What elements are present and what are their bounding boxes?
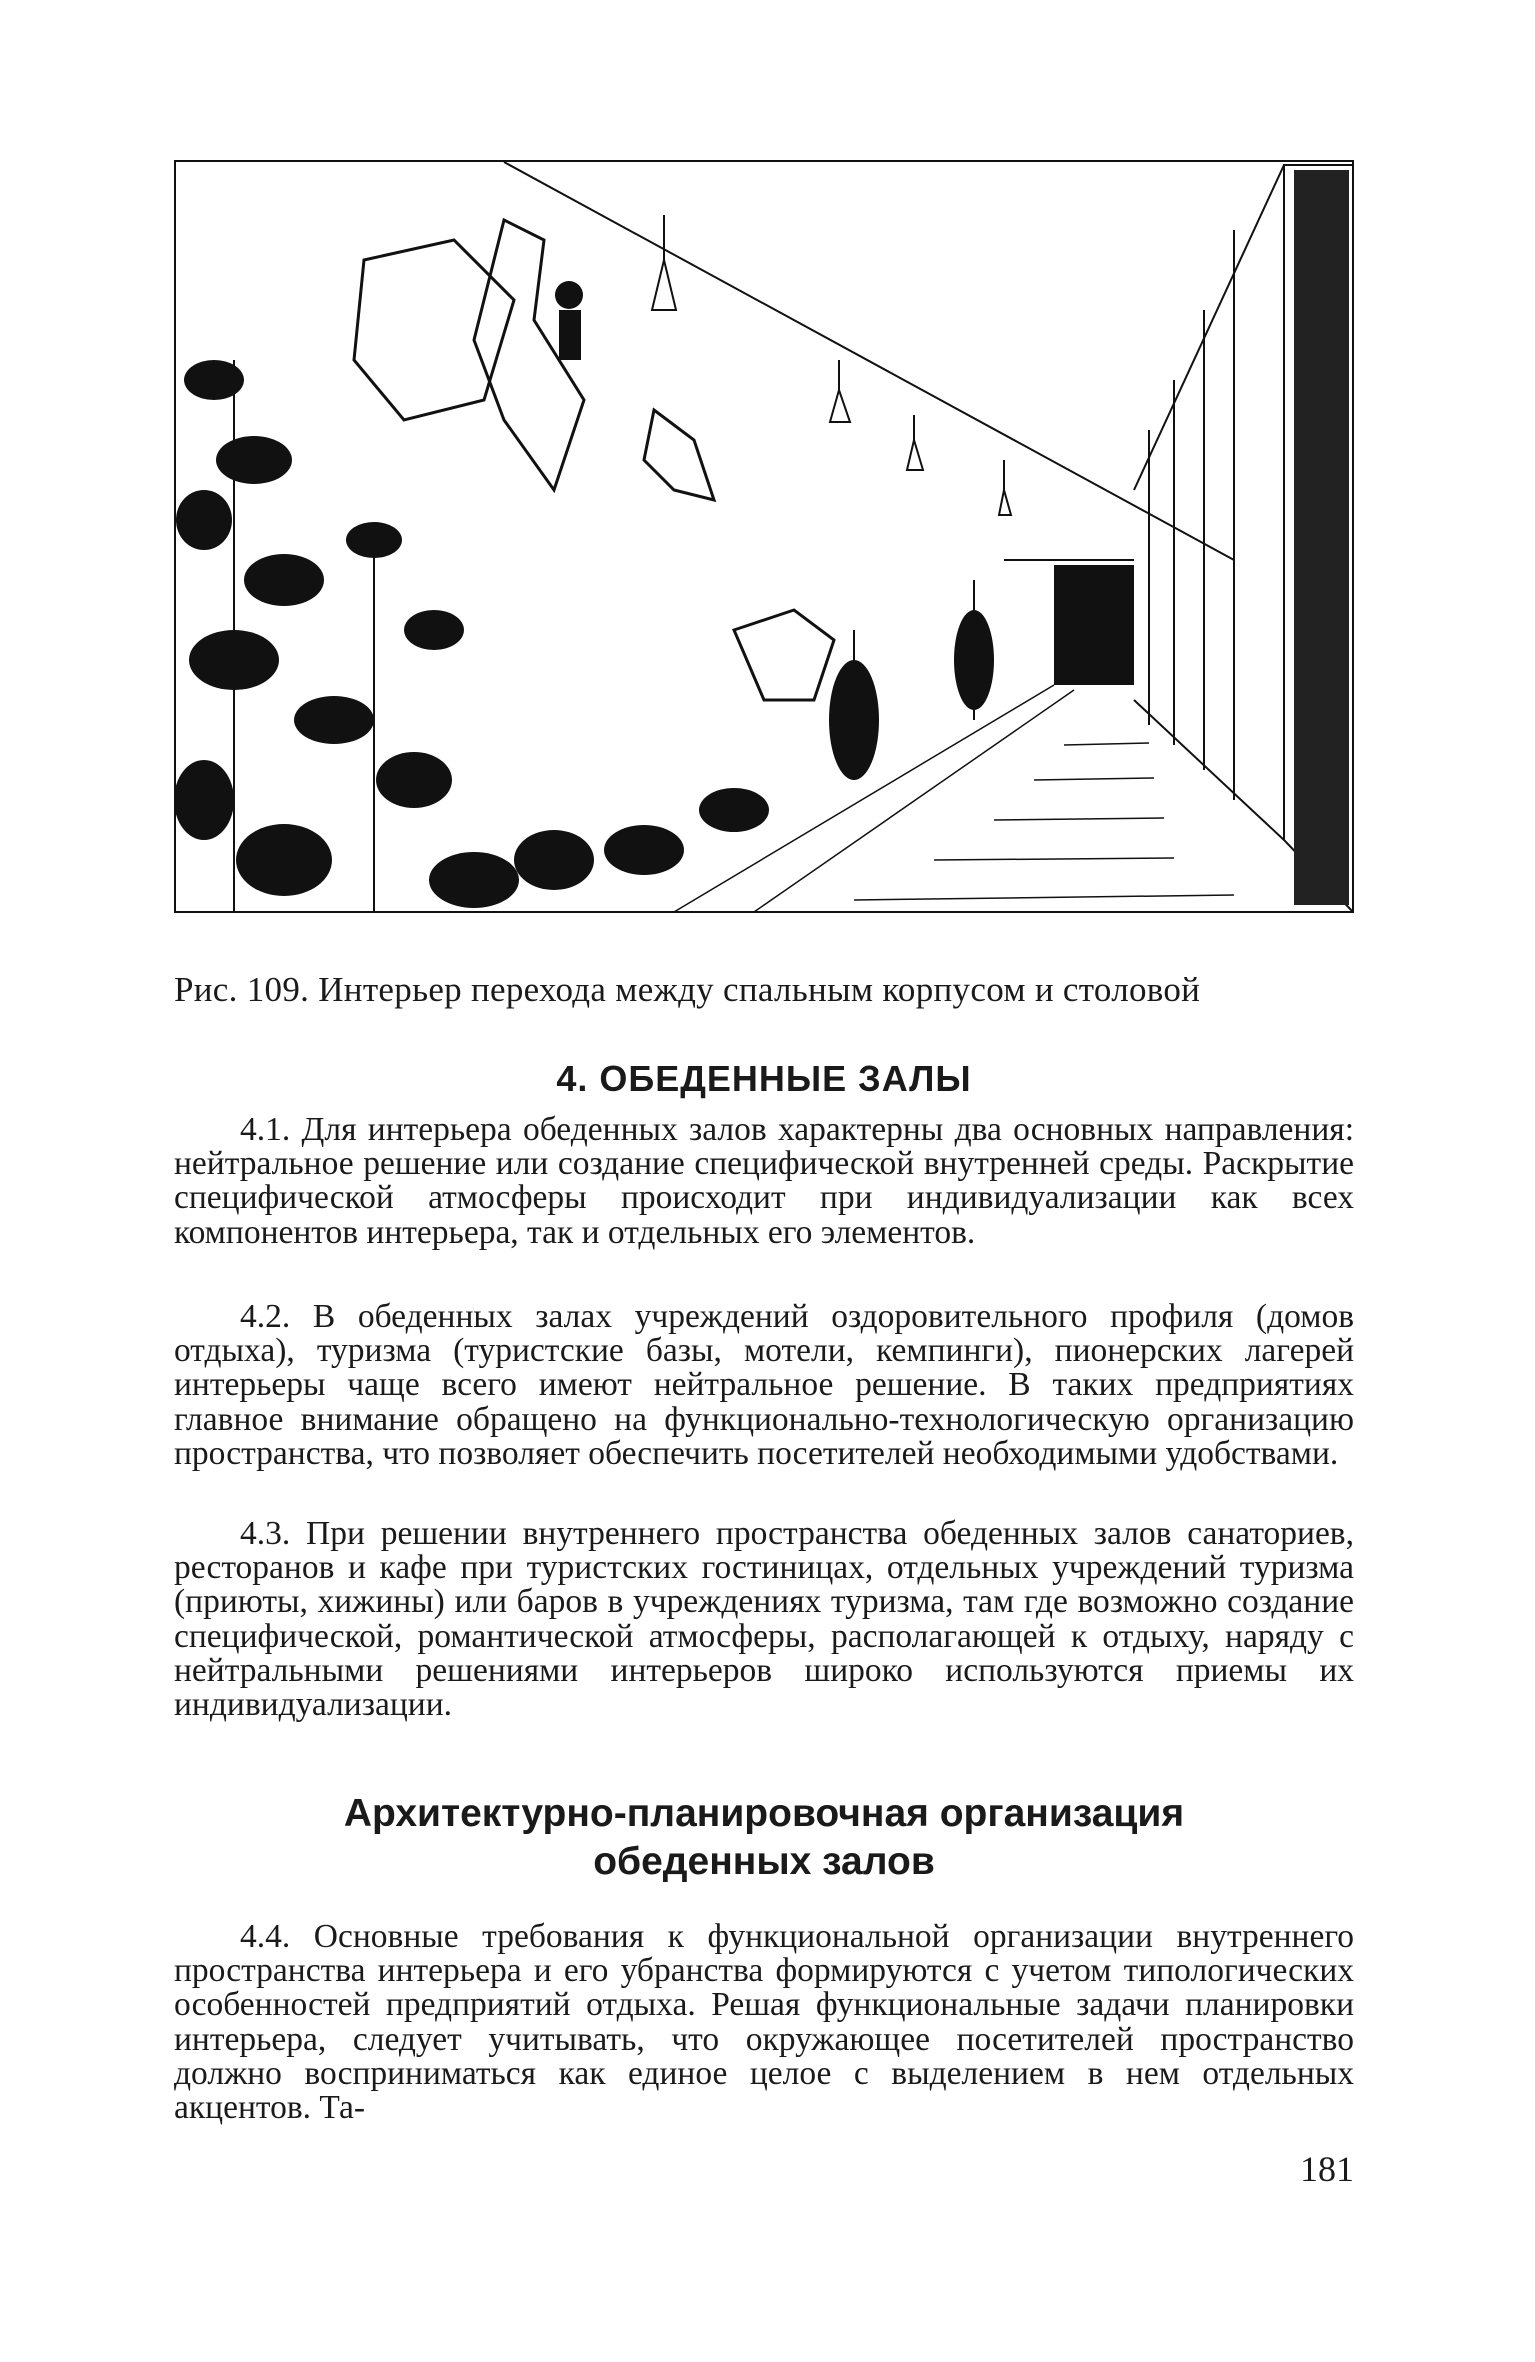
paragraph-number: 4.4. — [240, 1918, 291, 1955]
interior-illustration-icon — [174, 160, 1354, 913]
paragraph-number: 4.2. — [240, 1298, 291, 1335]
figure-illustration — [174, 160, 1354, 913]
paragraph-4-2 — [174, 1300, 1354, 1471]
paragraph-4-4 — [174, 1920, 1354, 2125]
paragraph-text: В обеденных залах учреждений оздоровительного профиля (домов отдыха), туризма (туристские базы, мотели, кемпинги), пионерских лагерей интерьеры чаще всего имеют нейтральное решение. В таких предприятиях главное внимание обращено на функционально-технологическую организацию пространства, что позволяет обеспечить посетителей необходимыми удобствами. — [174, 1298, 1355, 1472]
paragraph-4-1 — [174, 1113, 1354, 1250]
subsection-title-line1: Архитектурно-планировочная организация — [343, 1792, 1185, 1835]
figure-caption: Рис. 109. Интерьер перехода между спальным корпусом и столовой — [174, 970, 1201, 1009]
paragraph-text: При решении внутреннего пространства обеденных залов санаториев, ресторанов и кафе при туристских гостиницах, отдельных учреждений туризма (приюты, хижины) или баров в учреждениях туризма, там где возможно создание специфической, романтической атмосферы, располагающей к отдыху, наряду с нейтральными решениями интерьеров широко используются приемы их индивидуализации. — [174, 1515, 1355, 1724]
subsection-title-line2: обеденных залов — [593, 1840, 935, 1883]
paragraph-4-3 — [174, 1517, 1354, 1722]
paragraph-text: Основные требования к функциональной организации внутреннего пространства интерьера и его убранства формируются с учетом типологических особенностей предприятий отдыха. Решая функциональные задачи планировки интерьера, следует учитывать, что окружающее посетителей пространство должно восприниматься как единое целое с выделением в нем отдельных акцентов. Та- — [174, 1918, 1355, 2127]
paragraph-number: 4.3. — [240, 1515, 291, 1552]
paragraph-number: 4.1. — [240, 1111, 291, 1148]
paragraph-text: Для интерьера обеденных залов характерны два основных направления: нейтральное решение или создание специфической внутренней среды. Раскрытие специфической атмосферы происходит при индивидуализации как всех компонентов интерьера, так и отдельных его элементов. — [174, 1111, 1355, 1251]
subsection-title — [174, 1790, 1354, 1886]
section-title: 4. ОБЕДЕННЫЕ ЗАЛЫ — [556, 1058, 972, 1099]
page-number: 181 — [1300, 2149, 1354, 2189]
